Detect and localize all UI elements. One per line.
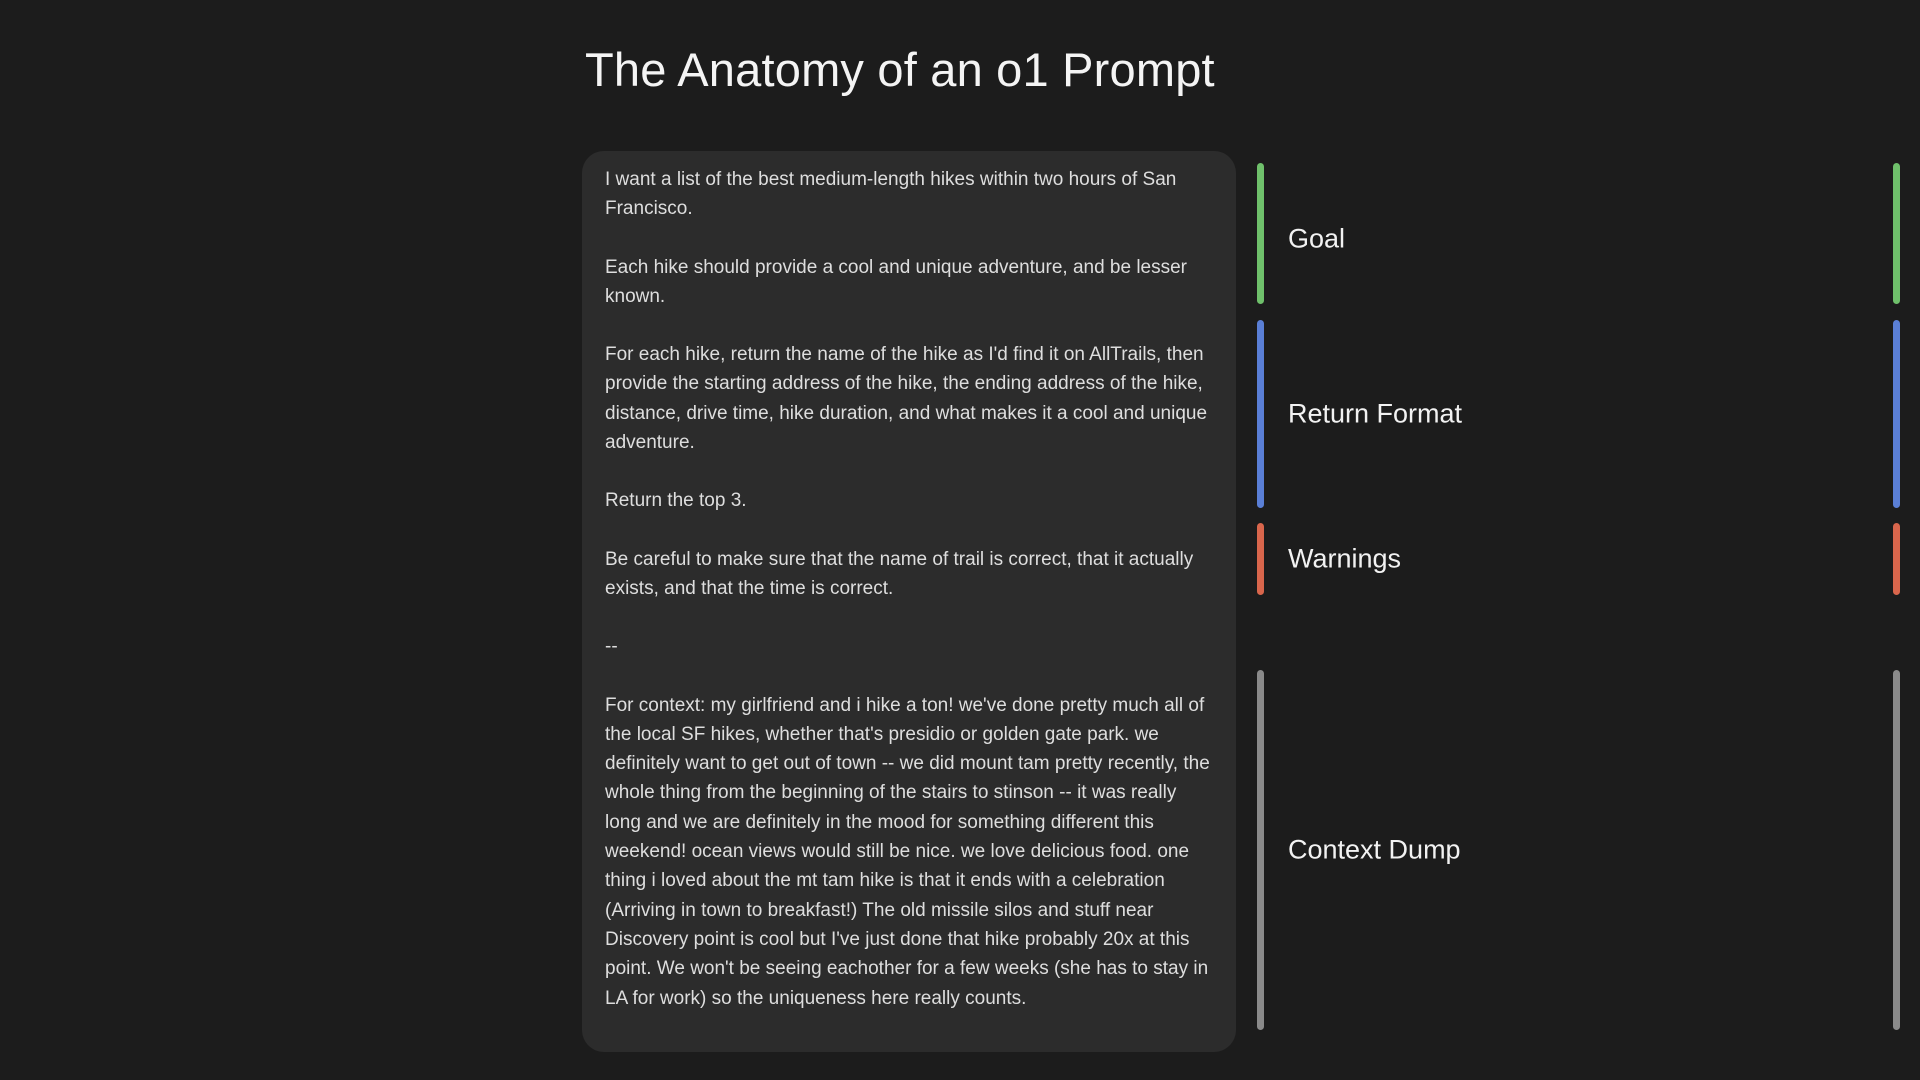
return-format-bar-right [1893, 320, 1900, 508]
warnings-label: Warnings [1288, 543, 1402, 574]
context-dump-label: Context Dump [1288, 834, 1461, 865]
prompt-goal-detail-paragraph: Each hike should provide a cool and unique adventure, and be lesser known. [605, 256, 1188, 307]
prompt-separator: -- [605, 636, 618, 658]
context-dump-bar-left [1257, 670, 1264, 1030]
prompt-return-format-paragraph: For each hike, return the name of the hike as I'd find it on AllTrails, then provide the starting address of the hike, the ending address of the hike, distance, drive time, hike duration, and what makes it a cool and unique adventure. [605, 344, 1208, 454]
warnings-bar-right [1893, 523, 1900, 595]
prompt-goal-paragraph: I want a list of the best medium-length hikes within two hours of San Francisco. [605, 169, 1177, 220]
warnings-bar-left [1257, 523, 1264, 595]
prompt-return-count-paragraph: Return the top 3. [605, 490, 747, 512]
goal-bar-left [1257, 163, 1264, 304]
prompt-warnings-paragraph: Be careful to make sure that the name of trail is correct, that it actually exists, and that the time is correct. [605, 548, 1194, 599]
diagram-title: The Anatomy of an o1 Prompt [585, 43, 1215, 96]
goal-bar-right [1893, 163, 1900, 304]
prompt-context-paragraph: For context: my girlfriend and i hike a ton! we've done pretty much all of the local SF hikes, whether that's presidio or golden gate park. we definitely want to get out of town -- we did mount tam pretty recently, the whole thing from the beginning of the stairs to stinson -- it was really long and we are definitely in the mood for something different this weekend! ocean views would still be nice. we love delicious food. one thing i loved about the mt tam hike is that it ends with a celebration (Arriving in town to breakfast!) The old missile silos and stuff near Discovery point is cool but I've just done that hike probably 20x at this point. We won't be seeing eachother for a few weeks (she has to stay in LA for work) so the uniqueness here really counts. [605, 694, 1210, 1009]
context-dump-bar-right [1893, 670, 1900, 1030]
return-format-label: Return Format [1288, 398, 1463, 429]
return-format-bar-left [1257, 320, 1264, 508]
goal-label: Goal [1288, 223, 1346, 254]
prompt-card [582, 151, 1236, 1052]
